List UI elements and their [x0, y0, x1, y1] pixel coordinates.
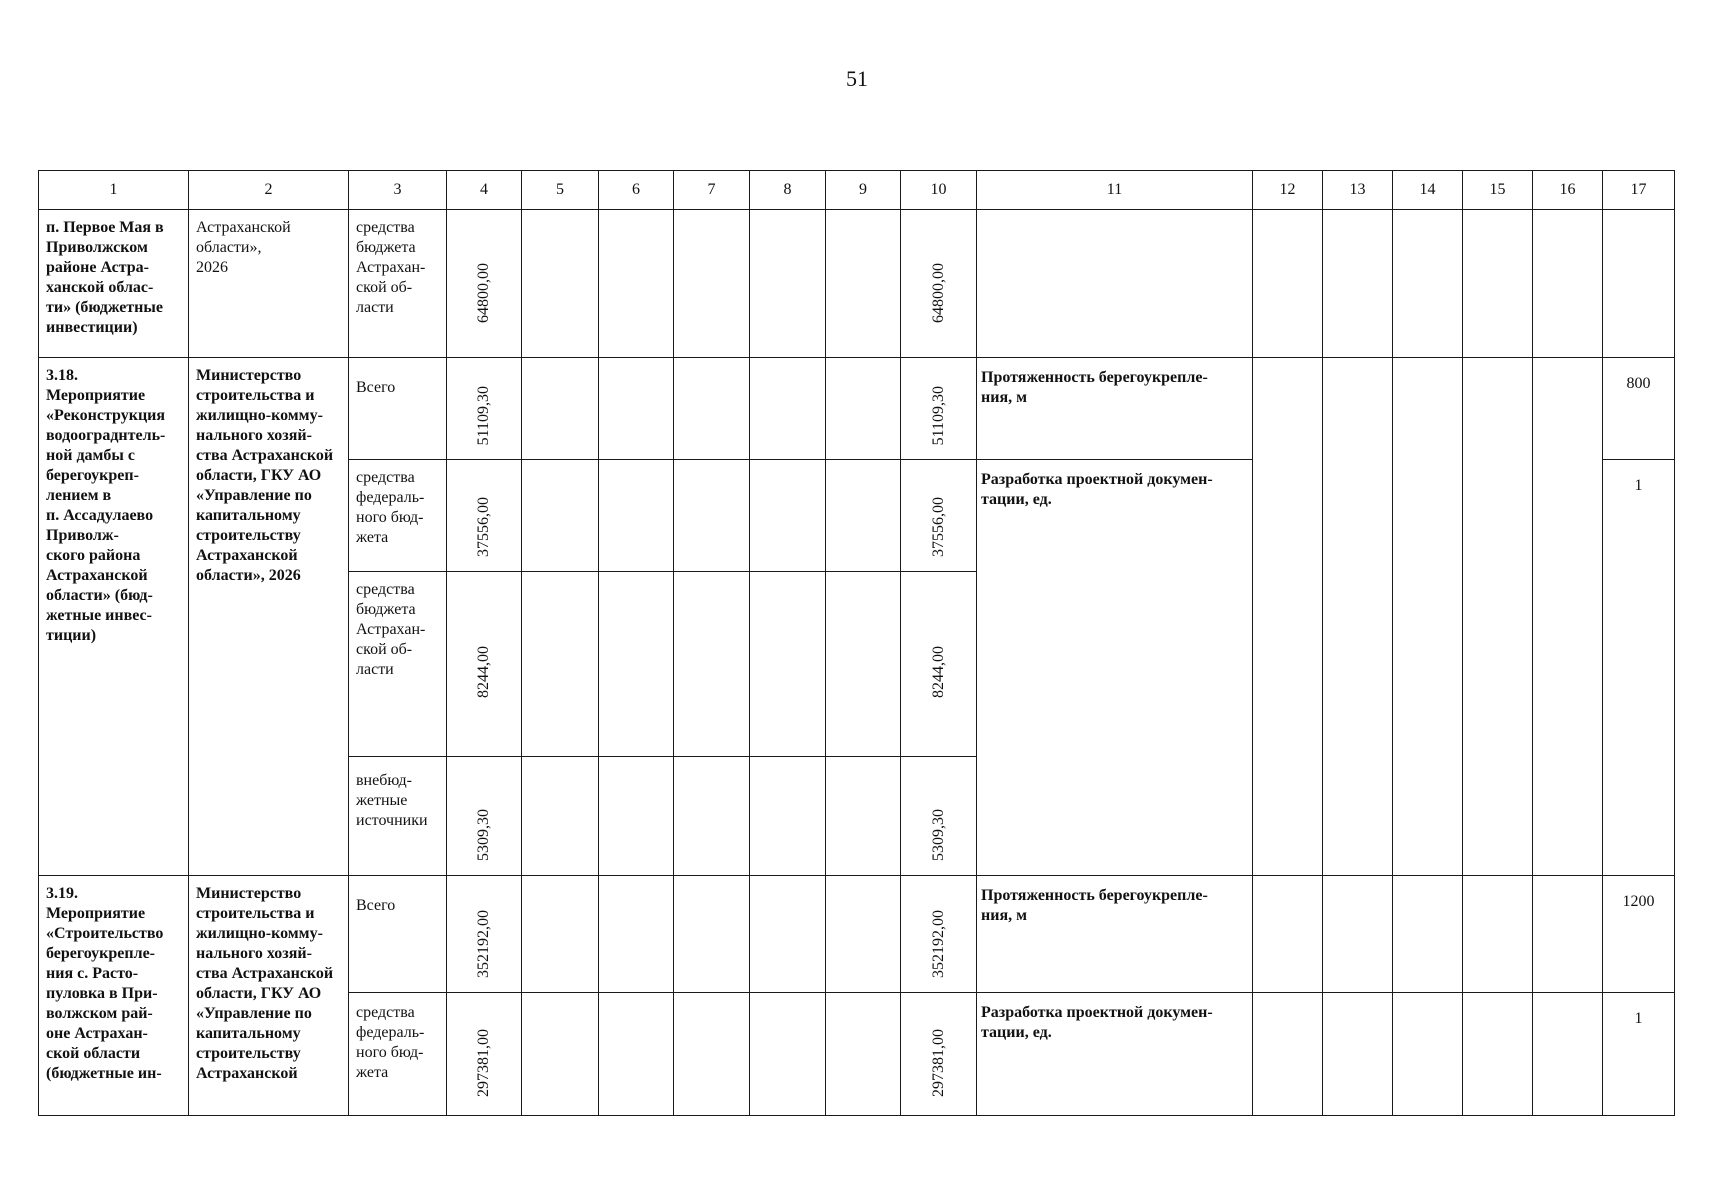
header-cell: 2 — [189, 171, 349, 210]
empty-cell — [674, 358, 750, 460]
indicator-value-cell: 1 — [1603, 993, 1675, 1116]
empty-cell — [1323, 876, 1393, 993]
year-amount-cell — [901, 572, 977, 757]
indicator-cell: Протяженность берегоукрепле- ния, м — [977, 358, 1253, 460]
year-amount-cell — [901, 210, 977, 358]
header-cell: 7 — [674, 171, 750, 210]
indicator-cell: Разработка проектной докумен- тации, ед. — [977, 460, 1253, 876]
empty-cell — [1393, 993, 1463, 1116]
total-amount-cell — [447, 993, 522, 1116]
empty-cell — [826, 876, 901, 993]
total-amount-cell — [447, 757, 522, 876]
empty-cell — [522, 572, 599, 757]
empty-cell — [674, 210, 750, 358]
table-row — [39, 876, 1675, 993]
empty-cell — [826, 210, 901, 358]
empty-cell — [599, 210, 674, 358]
indicator-value-cell: 1 — [1603, 460, 1675, 876]
year-amount-cell — [901, 757, 977, 876]
empty-cell — [1463, 210, 1533, 358]
empty-cell — [674, 993, 750, 1116]
empty-cell — [750, 572, 826, 757]
program-table — [38, 170, 1675, 1116]
empty-cell — [826, 460, 901, 572]
source-cell: средства федераль- ного бюд- жета — [349, 460, 447, 572]
empty-cell — [1533, 358, 1603, 876]
empty-cell — [522, 757, 599, 876]
header-cell: 3 — [349, 171, 447, 210]
empty-cell — [599, 358, 674, 460]
year-amount-cell — [901, 993, 977, 1116]
empty-cell — [1393, 876, 1463, 993]
empty-cell — [1323, 210, 1393, 358]
total-amount-cell — [447, 572, 522, 757]
empty-cell — [1393, 210, 1463, 358]
source-cell: Всего — [349, 876, 447, 993]
total-amount: 64800,00 — [475, 263, 492, 323]
indicator-value-cell: 800 — [1603, 358, 1675, 460]
empty-cell — [599, 460, 674, 572]
year-amount-cell — [901, 460, 977, 572]
empty-cell — [1463, 876, 1533, 993]
total-amount-cell — [447, 876, 522, 993]
measure-name-cell: 3.19. Мероприятие «Строительство берегоукрепле- ния с. Расто- пуловка в При- волжском рай- оне Астрахан- ской области (бюджетные ин- — [39, 876, 189, 1116]
header-cell: 13 — [1323, 171, 1393, 210]
total-amount-cell — [447, 358, 522, 460]
source-cell: средства бюджета Астрахан- ской об- ласти — [349, 572, 447, 757]
empty-cell — [1253, 210, 1323, 358]
empty-cell — [750, 993, 826, 1116]
header-cell: 17 — [1603, 171, 1675, 210]
empty-cell — [1253, 876, 1323, 993]
source-cell: внебюд- жетные источники — [349, 757, 447, 876]
empty-cell — [750, 460, 826, 572]
header-cell: 11 — [977, 171, 1253, 210]
empty-cell — [1323, 358, 1393, 876]
header-cell: 5 — [522, 171, 599, 210]
empty-cell — [750, 876, 826, 993]
empty-cell — [599, 993, 674, 1116]
page-number: 51 — [846, 66, 868, 91]
empty-cell — [826, 358, 901, 460]
header-cell: 12 — [1253, 171, 1323, 210]
empty-cell — [750, 210, 826, 358]
indicator-value-cell — [1603, 210, 1675, 358]
header-cell: 9 — [826, 171, 901, 210]
table-row — [39, 358, 1675, 460]
empty-cell — [674, 757, 750, 876]
empty-cell — [674, 460, 750, 572]
header-cell: 1 — [39, 171, 189, 210]
year-amount: 37556,00 — [929, 497, 947, 557]
year-amount: 8244,00 — [929, 646, 947, 698]
empty-cell — [1323, 993, 1393, 1116]
empty-cell — [1463, 358, 1533, 876]
empty-cell — [1253, 358, 1323, 876]
total-amount: 297381,00 — [475, 1029, 492, 1097]
indicator-value-cell: 1200 — [1603, 876, 1675, 993]
header-cell: 10 — [901, 171, 977, 210]
header-cell: 6 — [599, 171, 674, 210]
empty-cell — [1533, 210, 1603, 358]
empty-cell — [522, 876, 599, 993]
indicator-cell — [977, 210, 1253, 358]
source-cell: средства бюджета Астрахан- ской об- ласти — [349, 210, 447, 358]
measure-name-cell: 3.18. Мероприятие «Реконструкция водоограднтель- ной дамбы с берегоукреп- лением в п. Ассадулаево Приволж- ского района Астраханской области» (бюд- жетные инвес- тиции) — [39, 358, 189, 876]
empty-cell — [750, 757, 826, 876]
empty-cell — [599, 876, 674, 993]
total-amount: 5309,30 — [475, 809, 492, 861]
empty-cell — [522, 358, 599, 460]
year-amount: 352192,00 — [929, 910, 947, 978]
year-amount-cell — [901, 876, 977, 993]
empty-cell — [750, 358, 826, 460]
header-cell: 4 — [447, 171, 522, 210]
empty-cell — [599, 572, 674, 757]
empty-cell — [1533, 993, 1603, 1116]
year-amount: 297381,00 — [929, 1029, 947, 1097]
source-cell: средства федераль- ного бюд- жета — [349, 993, 447, 1116]
empty-cell — [826, 757, 901, 876]
header-cell: 15 — [1463, 171, 1533, 210]
header-cell: 8 — [750, 171, 826, 210]
executor-cell: Астраханской области», 2026 — [189, 210, 349, 358]
total-amount: 37556,00 — [475, 497, 492, 557]
year-amount: 51109,30 — [929, 385, 947, 445]
executor-cell: Министерство строительства и жилищно-комму- нального хозяй- ства Астраханской области, ГКУ АО «Управление по капитальному строительству Астраханской — [189, 876, 349, 1116]
total-amount-cell — [447, 210, 522, 358]
indicator-cell: Протяженность берегоукрепле- ния, м — [977, 876, 1253, 993]
empty-cell — [1253, 993, 1323, 1116]
source-cell: Всего — [349, 358, 447, 460]
empty-cell — [522, 993, 599, 1116]
executor-cell: Министерство строительства и жилищно-комму- нального хозяй- ства Астраханской области, ГКУ АО «Управление по капитальному строительству Астраханской области», 2026 — [189, 358, 349, 876]
empty-cell — [1463, 993, 1533, 1116]
empty-cell — [674, 572, 750, 757]
year-amount-cell — [901, 358, 977, 460]
measure-name-cell: п. Первое Мая в Приволжском районе Астра- ханской облас- ти» (бюджетные инвестиции) — [39, 210, 189, 358]
empty-cell — [674, 876, 750, 993]
header-cell: 14 — [1393, 171, 1463, 210]
total-amount: 352192,00 — [475, 910, 492, 978]
empty-cell — [522, 210, 599, 358]
total-amount: 51109,30 — [475, 385, 492, 445]
empty-cell — [826, 993, 901, 1116]
total-amount-cell — [447, 460, 522, 572]
empty-cell — [599, 757, 674, 876]
year-amount: 64800,00 — [929, 263, 947, 323]
total-amount: 8244,00 — [475, 646, 492, 698]
table-row — [39, 210, 1675, 358]
year-amount: 5309,30 — [929, 809, 947, 861]
empty-cell — [522, 460, 599, 572]
empty-cell — [1533, 876, 1603, 993]
empty-cell — [1393, 358, 1463, 876]
header-row — [39, 171, 1675, 210]
indicator-cell: Разработка проектной докумен- тации, ед. — [977, 993, 1253, 1116]
header-cell: 16 — [1533, 171, 1603, 210]
empty-cell — [826, 572, 901, 757]
